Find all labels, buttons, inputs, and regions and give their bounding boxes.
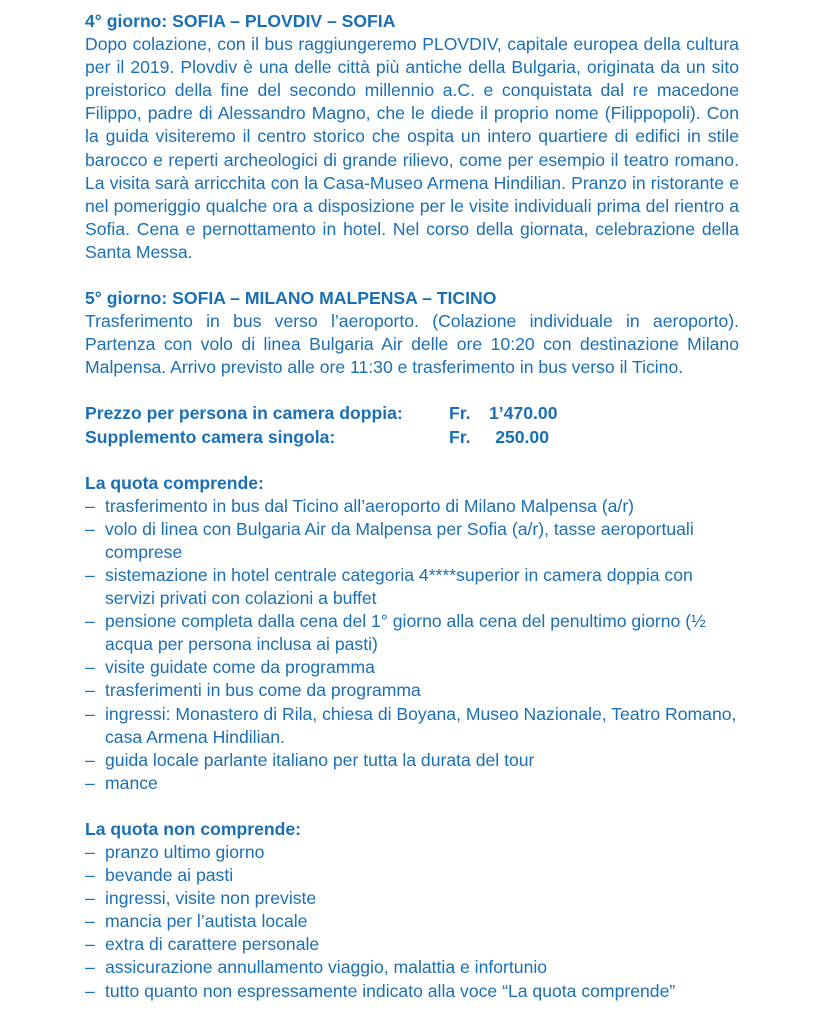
list-item [85, 956, 739, 979]
included-list [85, 495, 739, 795]
list-item-text: pensione completa dalla cena del 1° giorno alla cena del penultimo giorno (½ acqua per persona inclusa ai pasti) [105, 611, 706, 655]
list-item [85, 749, 739, 772]
day5-title: 5° giorno: SOFIA – MILANO MALPENSA – TICINO [85, 288, 497, 309]
spacer [85, 264, 739, 287]
dash-bullet: – [85, 749, 95, 770]
list-item [85, 610, 739, 656]
spacer [85, 449, 739, 472]
dash-bullet: – [85, 657, 95, 678]
dash-bullet: – [85, 495, 95, 516]
list-item [85, 980, 739, 1003]
list-item-text: visite guidate come da programma [105, 657, 375, 678]
list-item-text: bevande ai pasti [105, 865, 234, 886]
list-item [85, 656, 739, 679]
spacer [85, 379, 739, 402]
dash-bullet: – [85, 564, 95, 585]
price-label: Prezzo per persona in camera doppia: [85, 403, 403, 424]
price-currency: Fr. [449, 426, 471, 447]
list-item [85, 703, 739, 749]
dash-bullet: – [85, 865, 95, 886]
list-item [85, 564, 739, 610]
list-item-text: guida locale parlante italiano per tutta la durata del tour [105, 749, 535, 770]
list-item [85, 933, 739, 956]
dash-bullet: – [85, 772, 95, 793]
included-title: La quota comprende: [85, 472, 264, 493]
list-item-text: trasferimenti in bus come da programma [105, 680, 421, 701]
price-value: 250.00 [495, 426, 549, 447]
list-item-text: extra di carattere personale [105, 934, 320, 955]
dash-bullet: – [85, 703, 95, 724]
dash-bullet: – [85, 957, 95, 978]
price-currency: Fr. [449, 403, 471, 424]
list-item [85, 772, 739, 795]
day4-description: Dopo colazione, con il bus raggiungeremo PLOVDIV, capitale europea della cultura per il 2019. Plovdiv è una delle città più antiche della Bulgaria, originata da un sito preistorico della fine del secondo millennio a.C. e conquistata dal re macedone Filippo, padre di Alessandro Magno, che le diede il proprio nome (Filippopoli). Con la guida visiteremo il centro storico che ospita un intero quartiere di edifici in stile barocco e reperti archeologici di grande rilievo, come per esempio il teatro romano. La visita sarà arricchita con la Casa-Museo Armena Hindilian. Pranzo in ristorante e nel pomeriggio qualche ora a disposizione per le visite individuali prima del rientro a Sofia. Cena e pernottamento in hotel. Nel corso della giornata, celebrazione della Santa Messa. [85, 34, 739, 262]
dash-bullet: – [85, 888, 95, 909]
day5-description: Trasferimento in bus verso l’aeroporto. (Colazione individuale in aeroporto). Partenza con volo di linea Bulgaria Air delle ore 10:20 con destinazione Milano Malpensa. Arrivo previsto alle ore 11:30 e trasferimento in bus verso il Ticino. [85, 311, 739, 378]
list-item-text: mance [105, 772, 158, 793]
dash-bullet: – [85, 980, 95, 1001]
list-item-text: volo di linea con Bulgaria Air da Malpensa per Sofia (a/r), tasse aeroportuali comprese [105, 518, 694, 562]
dash-bullet: – [85, 934, 95, 955]
price-label: Supplemento camera singola: [85, 426, 336, 447]
spacer [85, 795, 739, 818]
list-item-text: mancia per l’autista locale [105, 911, 308, 932]
price-table [85, 402, 739, 448]
dash-bullet: – [85, 842, 95, 862]
list-item [85, 841, 739, 864]
excluded-list [85, 841, 739, 1003]
price-row-single [85, 426, 739, 449]
list-item [85, 518, 739, 564]
list-item-text: sistemazione in hotel centrale categoria 4****superior in camera doppia con servizi privati con colazioni a buffet [105, 564, 693, 609]
day4-title: 4° giorno: SOFIA – PLOVDIV – SOFIA [85, 11, 396, 31]
list-item [85, 495, 739, 518]
list-item [85, 887, 739, 910]
list-item-text: pranzo ultimo giorno [105, 842, 265, 862]
dash-bullet: – [85, 518, 95, 539]
list-item [85, 864, 739, 887]
list-item-text: ingressi: Monastero di Rila, chiesa di Boyana, Museo Nazionale, Teatro Romano, casa Armena Hindilian. [105, 703, 737, 747]
dash-bullet: – [85, 611, 95, 632]
price-value: 1’470.00 [489, 403, 558, 424]
excluded-title: La quota non comprende: [85, 818, 302, 839]
list-item-text: trasferimento in bus dal Ticino all’aeroporto di Milano Malpensa (a/r) [105, 495, 635, 516]
list-item-text: tutto quanto non espressamente indicato alla voce “La quota comprende” [105, 980, 676, 1001]
list-item-text: assicurazione annullamento viaggio, malattia e infortunio [105, 957, 548, 978]
itinerary-document [85, 10, 739, 1003]
price-row-double [85, 402, 739, 425]
list-item [85, 679, 739, 702]
dash-bullet: – [85, 911, 95, 932]
list-item-text: ingressi, visite non previste [105, 888, 317, 909]
dash-bullet: – [85, 680, 95, 701]
list-item [85, 910, 739, 933]
